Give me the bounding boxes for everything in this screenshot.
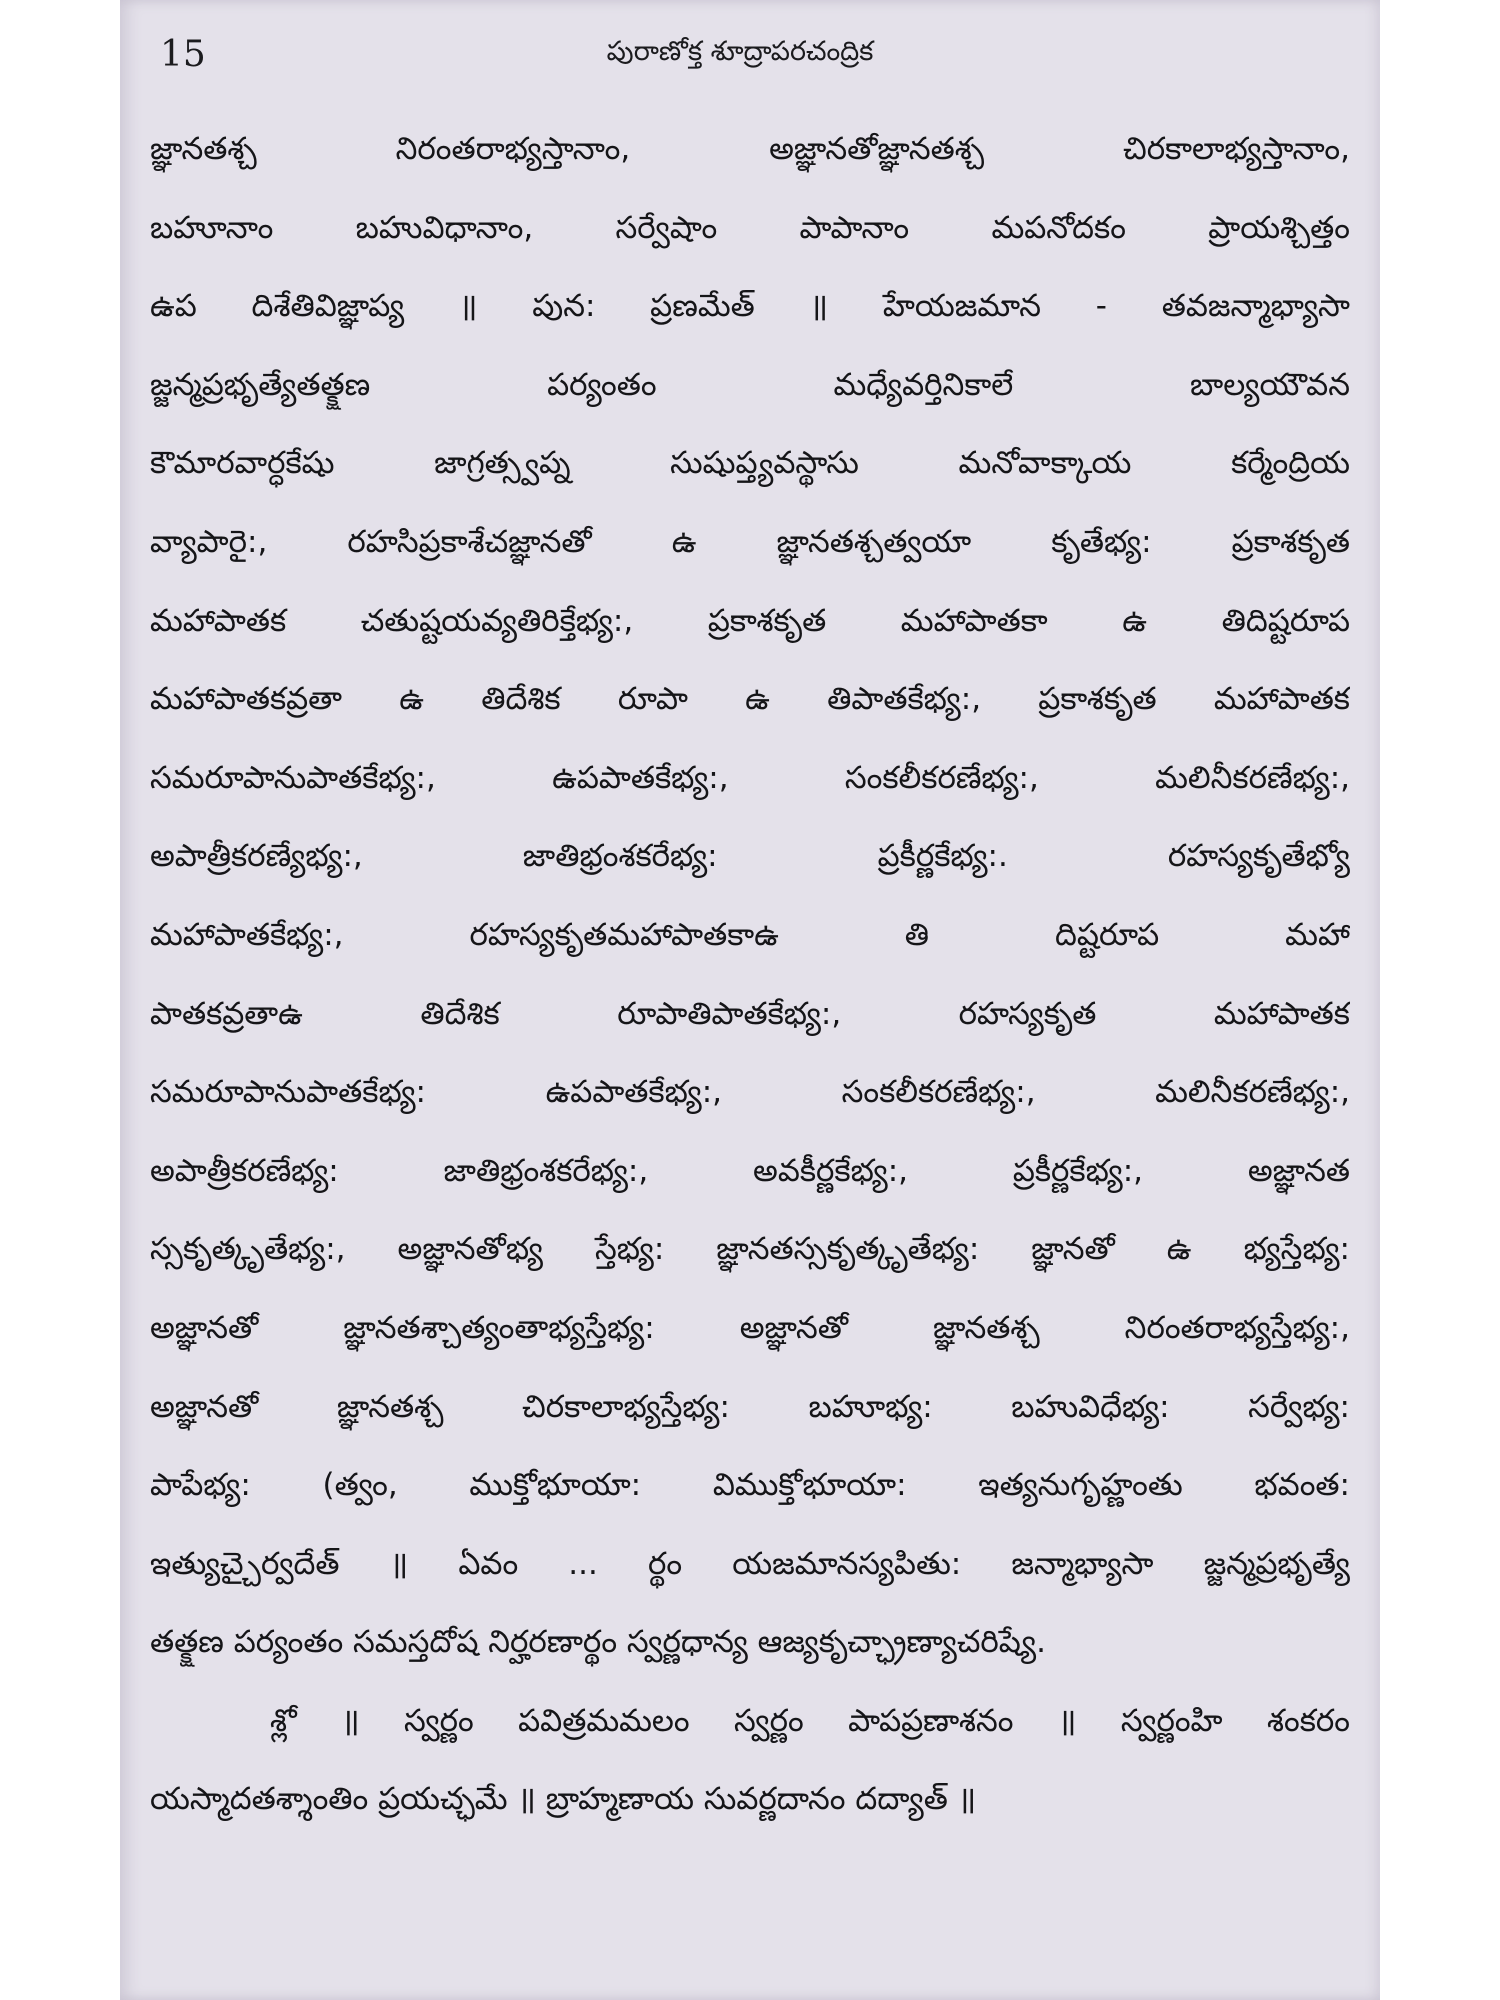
text-line: పాతకవ్రతాఉ తిదేశిక రూపాతిపాతకేభ్య:, రహస్యకృత మహాపాతక [150, 995, 1350, 1032]
running-title: పురాణోక్త శూద్రాపరచంద్రిక [606, 36, 874, 67]
text-line: ఉప దిశేతివిజ్ఞాప్య ॥ పున: ప్రణమేత్ ॥ హేయజమాన - తవజన్మాభ్యాసా [150, 288, 1350, 325]
text-line: తత్క్షణ పర్యంతం సమస్తదోష నిర్హరణార్థం స్వర్ణధాన్య ఆజ్యకృచ్ఛ్రాణ్యాచరిష్యే. [150, 1624, 1046, 1661]
text-line: స్సకృత్కృతేభ్య:, అజ్ఞానతోభ్య స్తేభ్య: జ్ఞానతస్సకృత్కృతేభ్య: జ్ఞానతో ఉ భ్యస్తేభ్య: [150, 1231, 1350, 1268]
text-line: అజ్ఞానతో జ్ఞానతశ్చాత్యంతాభ్యస్తేభ్య: అజ్ఞానతో జ్ఞానతశ్చ నిరంతరాభ్యస్తేభ్య:, [150, 1309, 1350, 1346]
text-line: వ్యాపారై:, రహసిప్రకాశేచజ్ఞానతో ఉ జ్ఞానతశ్చత్వయా కృతేభ్య: ప్రకాశకృత [150, 523, 1350, 560]
text-line: సమరూపానుపాతకేభ్య:, ఉపపాతకేభ్య:, సంకలీకరణేభ్య:, మలినీకరణేభ్య:, [150, 759, 1350, 796]
page-header [120, 28, 1380, 88]
text-line: మహాపాతకవ్రతా ఉ తిదేశిక రూపా ఉ తిపాతకేభ్య:, ప్రకాశకృత మహాపాతక [150, 681, 1350, 718]
text-line: మహాపాతక చతుష్టయవ్యతిరిక్తేభ్య:, ప్రకాశకృత మహాపాతకా ఉ తిదిష్టరూప [150, 602, 1350, 639]
text-line: సమరూపానుపాతకేభ్య: ఉపపాతకేభ్య:, సంకలీకరణేభ్య:, మలినీకరణేభ్య:, [150, 1074, 1350, 1111]
text-line: బహూనాం బహువిధానాం, సర్వేషాం పాపానాం మపనోదకం ప్రాయశ్చిత్తం [150, 209, 1350, 246]
text-line: యస్మాదతశ్శాంతిం ప్రయచ్ఛమే ॥ బ్రాహ్మణాయ సువర్ణదానం దద్యాత్ ॥ [150, 1781, 977, 1818]
text-line: ఇత్యుచ్చైర్వదేత్ ॥ ఏవం ... ర్థం యజమానస్యపితు: జన్మాభ్యాసా జ్జన్మప్రభృత్యే [150, 1545, 1350, 1582]
page-number: 15 [160, 34, 206, 75]
text-line: జ్ఞానతశ్చ నిరంతరాభ్యస్తానాం, అజ్ఞానతోజ్ఞానతశ్చ చిరకాలాభ్యస్తానాం, [150, 131, 1350, 167]
verse-line: శ్లో ॥ స్వర్ణం పవిత్రమమలం స్వర్ణం పాపప్రణాశనం ॥ స్వర్ణంహి శంకరం [270, 1702, 1350, 1739]
text-line: కౌమారవార్ధకేషు జాగ్రత్స్వప్న సుషుప్త్యవస్థాసు మనోవాక్కాయ కర్మేంద్రియ [150, 445, 1350, 482]
text-line: అపాత్రీకరణ్యేభ్య:, జాతిభ్రంశకరేభ్య: ప్రకీర్ణకేభ్య:. రహస్యకృతేభ్యో [150, 838, 1350, 875]
text-line: పాపేభ్య: (త్వం, ముక్తోభూయా: విముక్తోభూయా: ఇత్యనుగృహ్ణంతు భవంత: [150, 1467, 1350, 1504]
body-text [150, 110, 1350, 1839]
book-page [120, 0, 1380, 2000]
text-line: జ్జన్మప్రభృత్యేతత్క్షణ పర్యంతం మధ్యేవర్తినికాలే బాల్యయౌవన [150, 366, 1350, 403]
text-line: అజ్ఞానతో జ్ఞానతశ్చ చిరకాలాభ్యస్తేభ్య: బహూభ్య: బహువిధేభ్య: సర్వేభ్య: [150, 1388, 1350, 1425]
text-line: అపాత్రీకరణేభ్య: జాతిభ్రంశకరేభ్య:, అవకీర్ణకేభ్య:, ప్రకీర్ణకేభ్య:, అజ్ఞానత [150, 1152, 1350, 1189]
text-line: మహాపాతకేభ్య:, రహస్యకృతమహాపాతకాఉ తి దిష్టరూప మహా [150, 916, 1350, 953]
